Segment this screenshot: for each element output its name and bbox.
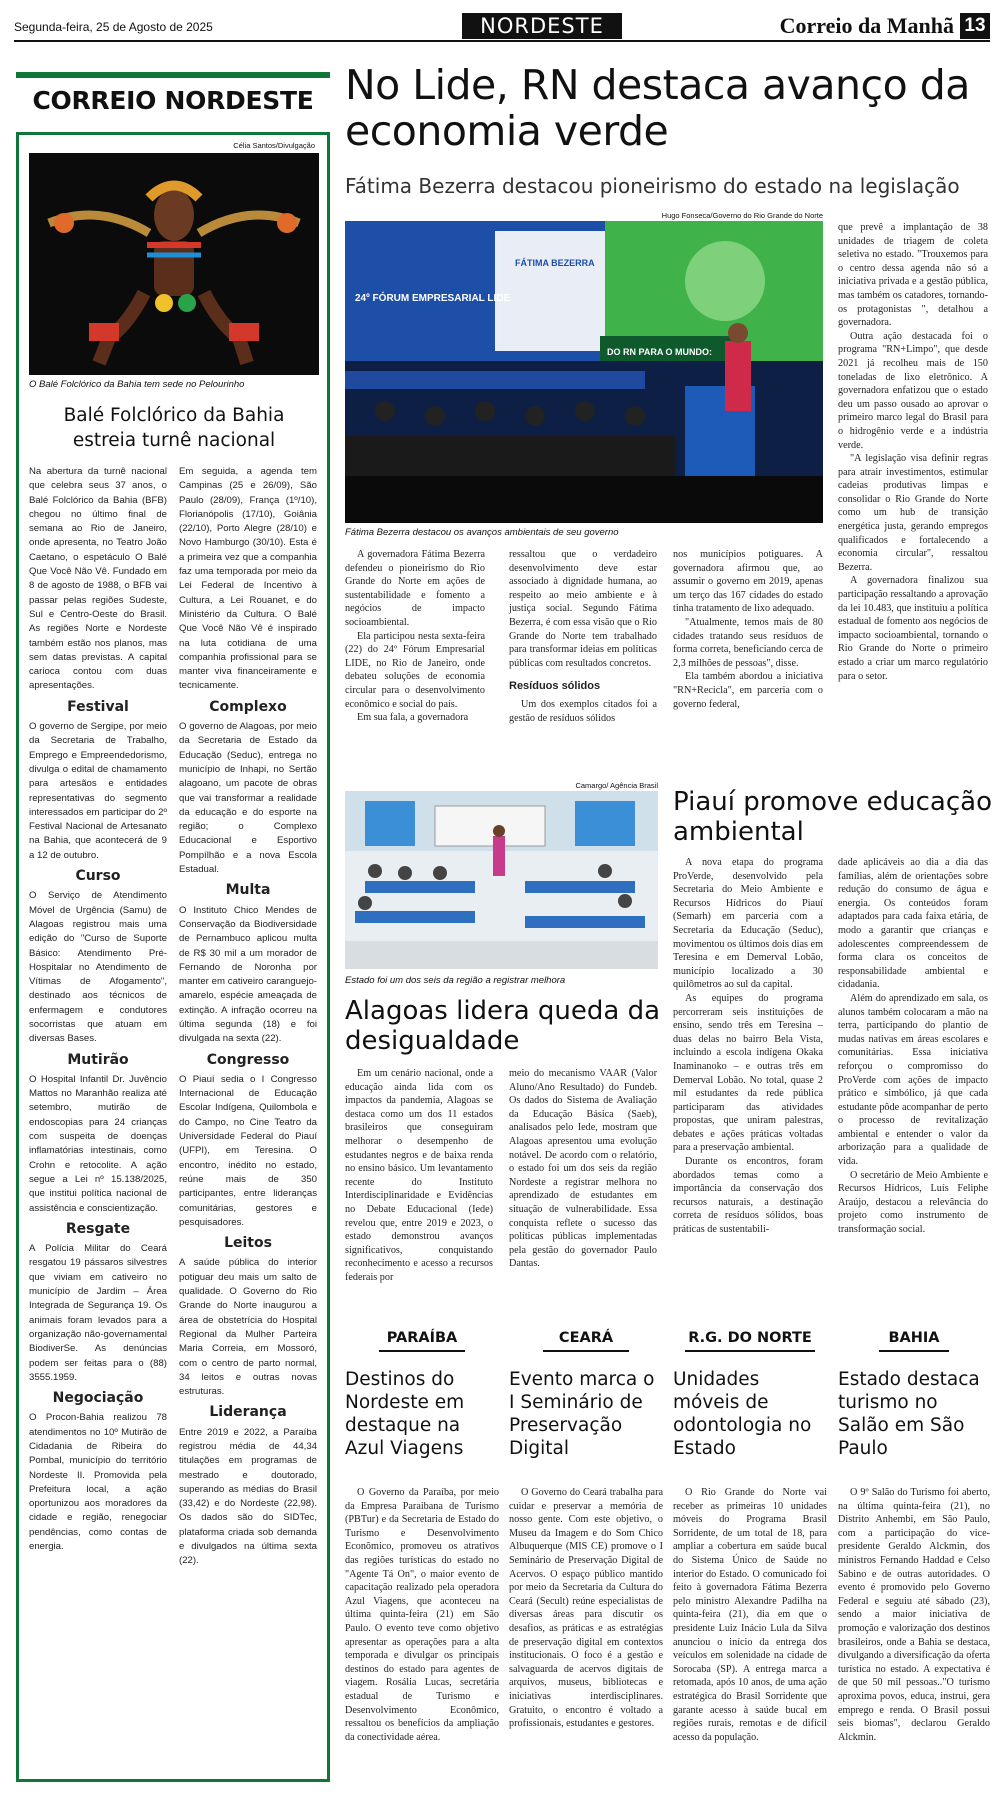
article-paragraph: Em sua fala, a governadora bbox=[357, 712, 469, 724]
brief-text: O Hospital Infantil Dr. Juvêncio Mattos no Maranhão realiza até setembro, mutirão de endoscopias para 24 crianças com suspeita de doenças inflamatórias intestinais, como Crohn e retocolite. A ação segue a Lei nº 15.138/2025, que institui política nacional de assistência e conscientização. bbox=[29, 1073, 167, 1214]
brief-heading: Leitos bbox=[224, 1235, 272, 1252]
photo-caption: O Balé Folclórico da Bahia tem sede no Pelourinho bbox=[29, 379, 245, 390]
brief-text: Entre 2019 e 2022, a Paraíba registrou média de 44,34 titulações em programas de mestrado e doutorado, superando as médias do Brasil (33,42) e do Nordeste (22,98). Os dados são do SIDTec, plataforma criada sob demanda e divulgados na última sexta (22). bbox=[179, 1426, 317, 1567]
brief-heading: Multa bbox=[225, 882, 271, 899]
brief-heading: Congresso bbox=[206, 1051, 290, 1068]
photo-caption: Estado foi um dos seis da região a registrar melhora bbox=[345, 975, 566, 986]
brief-text: O Rio Grande do Norte vai receber as primeiras 10 unidades móveis do Programa Brasil Sorridente, de um total de 18, para ampliar a cobertura em saúde bucal do Sistema Único de Saúde no interior do Estado. O comunicado foi feito à governadora Fátima Bezerra pelo ministro Alexandre Padilha na quinta-feira (21), dia em que o presidente Luiz Inácio Lula da Silva anunciou o início da entrega dos veículos em solenidade na cidade de Sorocaba (SP). A entrega marca a retomada, após 10 anos, de uma ação estratégica do Brasil Sorridente que garante acesso à saúde bucal em regiões rurais, remotas e de difícil acesso da população. bbox=[673, 1487, 827, 1743]
state-label: BAHIA bbox=[879, 1330, 949, 1352]
photo-credit: Camargo/ Agência Brasil bbox=[575, 781, 658, 790]
alagoas-headline: Alagoas lidera queda da desigualdade bbox=[345, 996, 661, 1056]
article-column bbox=[838, 221, 988, 683]
brief-heading: Mutirão bbox=[67, 1051, 129, 1068]
brief-heading: Resgate bbox=[65, 1220, 131, 1237]
intro-text: Na abertura da turnê nacional que celebra seus 37 anos, o Balé Folclórico da Bahia (BFB) chegou no último final de semana ao Rio de Janeiro, onde apresenta, no Teatro João Caetano, o espetáculo O Balé Que Você Não Vê. Fundado em 8 de agosto de 1988, o BFB vai passar pelas regiões Sudeste, Sul e Centro-Oeste do Brasil. As regiões Norte e Nordeste também estão nos planos, mas sem datas previstas. A capital carioca contou com duas apresentações. bbox=[29, 466, 167, 692]
article-paragraph: As equipes do programa percorreram seis instituições de ensino, sendo três em Teresina – duas delas no bairro Bela Vista, incluindo a escola indígena Okaka Inaminanoko – e outras três em Demerval Lobão. No total, quase 2 mil estudantes da rede pública participaram das atividades propostas, que uniram palestras, debates e ações práticas voltadas para a preservação ambiental. bbox=[673, 992, 823, 1154]
article-paragraph: O secretário de Meio Ambiente e Recursos Hídricos, Luís Feliphe Araújo, destacou a relevância do projeto como instrumento de transformação social. bbox=[838, 1169, 988, 1236]
newspaper-logo: Correio da Manhã bbox=[779, 13, 954, 38]
brief-heading: Negociação bbox=[52, 1390, 144, 1407]
article-paragraph: ressaltou que o verdadeiro desenvolvimento deve estar associado à dignidade humana, ao respeito ao meio ambiente e à justiça social. Segundo Fátima Bezerra, é com essa visão que o Rio Grande do Norte tem trabalhado para transformar ideias em políticas públicas com resultados concretos. bbox=[509, 549, 657, 669]
brief-text: O 9º Salão do Turismo foi aberto, na última quinta-feira (21), no Distrito Anhembi, em São Paulo, com a participação do vice-presidente Geraldo Alckmin, dos ministros Fernando Haddad e Celso Sabino e de outras autoridades. O evento é promovido pelo Governo Federal e seguiu até sábado (23), sendo a maior iniciativa de promoção e valorização dos destinos brasileiros, onde a Bahia se destaca, divulgando a diversificação da oferta turística no estado. A expectativa é de que 50 mil pessoas.."O turismo aproxima povos, educa, instrui, gera emprego e renda. O Brasil possui seis biomas", declarou Geraldo Alckmin. bbox=[838, 1487, 990, 1743]
article-paragraph: dade aplicáveis ao dia a dia das famílias, além de orientações sobre redução do consumo de água e energia. Os conteúdos foram adaptados para cada faixa etária, de modo a garantir que crianças e adolescentes compreendessem de forma clara os conceitos de responsabilidade ambiental e cidadania. bbox=[838, 857, 988, 991]
article-paragraph: Outra ação destacada foi o programa "RN+Limpo", que desde 2021 já recolheu mais de 150 toneladas de lixo eletrônico. A governadora enfatizou que o estado deu um passo ousado ao aprovar o primeiro marco legal do Brasil para o hidrogênio verde e a indústria verde. bbox=[838, 330, 988, 451]
sidebar-column-2 bbox=[179, 465, 317, 1573]
article-column bbox=[345, 1067, 493, 1285]
article-paragraph: "A legislação visa definir regras para atrair investimentos, estimular cadeias produtivas limpas e consolidar o Rio Grande do Norte como um hub de transição energética justa, gerando empregos qualificados e fortalecendo a economia circular", ressaltou Bezerra. bbox=[838, 453, 988, 573]
brief-headline: Destinos do Nordeste em destaque na Azul Viagens bbox=[345, 1369, 465, 1459]
brief-headline: Evento marca o I Seminário de Preservação Digital bbox=[509, 1369, 655, 1459]
article-paragraph: nos municípios potiguares. A governadora afirmou que, ao assumir o governo em 2019, apenas um terço das 167 cidades do estado tinha tratamento de lixo adequado. bbox=[673, 549, 823, 615]
article-paragraph: Ela participou nesta sexta-feira (22) do 24º Fórum Empresarial LIDE, no Rio de Janeiro, onde debateu soluções de economia circular para o desenvolvimento econômico e social do país. bbox=[345, 630, 485, 710]
sidebar-title: CORREIO NORDESTE bbox=[32, 86, 314, 115]
article-paragraph: Além do aprendizado em sala, os alunos também colocaram a mão na terra, participando do plantio de mudas nativas em áreas escolares e comunitárias. Essa iniciativa reforçou o compromisso do ProVerde com ações de impacto prático e simbólico, já que cada estudante pôde acompanhar de perto o processo de revitalização ambiental e entender o valor da arborização para a qualidade de vida. bbox=[838, 992, 988, 1168]
page-header bbox=[14, 10, 990, 42]
brief-text: O Governo da Paraíba, por meio da Empresa Paraibana de Turismo (PBTur) e da Secretaria de Estado do Turismo e Desenvolvimento Econômico, promoveu os atrativos das regiões turísticas do estado no "Agente Tá On", o maior evento de capacitação realizado pela operadora Azul Viagens, que aconteceu na última quinta-feira (21) em São Paulo. O evento teve como objetivo apresentar as operações para a alta temporada e divulgar os principais destinos do estado para agentes de viagem. Rosália Lucas, secretária estadual de Turismo e Desenvolvimento Econômico, ressaltou os benefícios da ampliação da conectividade aérea. bbox=[345, 1487, 499, 1743]
article-paragraph: A nova etapa do programa ProVerde, desenvolvido pela Secretaria do Meio Ambiente e Recursos Hídricos do Piauí (Semarh) em parceria com a Secretaria da Educação (Seduc), movimentou os últimos dois dias em Teresina e em Demerval Lobão, município localizado a 30 quilômetros ao sul da capital. bbox=[673, 857, 823, 991]
brief-heading: Complexo bbox=[209, 698, 287, 715]
brief-text: O Serviço de Atendimento Móvel de Urgência (Samu) de Alagoas registrou mais uma edição do "Curso de Suporte Básico: Atendimento Pré-Hospitalar no Atendimento de Vítimas de Afogamento", destinado aos técnicos de enfermagem e condutores socorristas que atuam em diversas Bases. bbox=[29, 890, 167, 1045]
brief-text: A saúde pública do interior potiguar deu mais um salto de qualidade. O Governo do Rio Grande do Norte inaugurou a área de obstetrícia do Hospital Regional da Mulher Parteira Maria Correia, em Mossoró, com o centro de parto normal, 34 leitos e outras novas estruturas. bbox=[179, 1257, 317, 1398]
brief-heading: Liderança bbox=[209, 1404, 287, 1421]
photo-caption: Fátima Bezerra destacou os avanços ambientais de seu governo bbox=[345, 527, 619, 538]
stage-banner: 24º FÓRUM EMPRESARIAL LIDE bbox=[355, 293, 511, 304]
article-paragraph: "Atualmente, temos mais de 80 cidades tratando seus resíduos de forma correta, beneficiando cerca de 2,3 milhões de pessoas", disse. bbox=[673, 616, 823, 669]
brief-text: O Instituto Chico Mendes de Conservação da Biodiversidade de Pernambuco aplicou multa de R$ 30 mil a um morador de Fernando de Noronha por manter em cativeiro caranguejo-amarelo, espécie ameaçada de extinção. A infração ocorreu na última segunda (18) e foi divulgada na sexta (22). bbox=[179, 904, 317, 1045]
sidebar-column-1 bbox=[29, 465, 167, 1558]
brief-heading: Festival bbox=[67, 698, 129, 715]
article-paragraph: meio do mecanismo VAAR (Valor Aluno/Ano Resultado) do Fundeb. Os dados do Sistema de Avaliação da Educação Básica (Saeb), analisados pelo Iede, mostram que Alagoas apresentou uma evolução notável. De acordo com o relatório, o estado foi um dos seis da região Nordeste a registrar melhora no aprendizado de estudantes em situação de vulnerabilidade. Essa conquista reflete o sucesso das políticas públicas implementadas pela gestão do governador Paulo Dantas. bbox=[509, 1068, 657, 1270]
article-paragraph: que prevê a implantação de 38 unidades de triagem de coleta seletiva no estado. "Trouxemos para o centro dessa agenda não só a iniciativa privada e a gestão pública, mas também os catadores, tornando-os protagonistas ", detalhou a governadora. bbox=[838, 222, 988, 329]
article-column bbox=[509, 548, 657, 725]
brief-text: O governo de Alagoas, por meio da Secretaria de Estado da Educação (Seduc), entrega no município de Inhapi, no Sertão alagoano, um pacote de obras que vai transformar a realidade da educação e do esporte na região; o Complexo Educacional e Esportivo Pompílhão e a nova Escola Estadual. bbox=[179, 721, 317, 876]
page-number: 13 bbox=[960, 13, 990, 39]
intro-text: Em seguida, a agenda tem Campinas (25 e 26/09), São Paulo (28/09), França (1º/10), Florianópolis (17/10), Goiânia (22/10), Porto Alegre (28/10) e Novo Hamburgo (30/10). Esta é a primeira vez que a companhia faz uma temporada por meio da Lei Federal de Incentivo à Cultura, a Lei Rouanet, e do Ministério da Cultura. O Balé Que Você Não Vê é inspirado na luta cotidiana de uma companhia profissional para se manter viva financeiramente e tecnicamente. bbox=[179, 466, 317, 692]
article-column bbox=[838, 856, 988, 1237]
forum-photo bbox=[345, 221, 823, 523]
main-subheadline: Fátima Bezerra destacou pioneirismo do estado na legislação bbox=[345, 174, 960, 198]
photo-credit: Hugo Fonseca/Governo do Rio Grande do Norte bbox=[661, 211, 823, 220]
main-headline: No Lide, RN destaca avanço da economia verde bbox=[345, 61, 970, 155]
classroom-photo bbox=[345, 791, 658, 969]
article-subheading: Resíduos sólidos bbox=[509, 680, 601, 693]
brief-text: O Procon-Bahia realizou 78 atendimentos no 10º Mutirão de Cidadania de Ribeira do Pombal, município do território Nordeste II. Promovida pela Prefeitura local, a ação oportunizou aos moradores da cidade e região, renegociar pendências, como contas de energia. bbox=[29, 1412, 167, 1553]
article-column bbox=[509, 1067, 657, 1271]
article-paragraph: Um dos exemplos citados foi a gestão de resíduos sólidos bbox=[509, 698, 657, 724]
photo-credit: Célia Santos/Divulgação bbox=[233, 141, 315, 150]
brief-headline: Estado destaca turismo no Salão em São Paulo bbox=[838, 1369, 980, 1459]
state-label: PARAÍBA bbox=[379, 1330, 465, 1352]
brief-text: A Polícia Militar do Ceará resgatou 19 pássaros silvestres que viviam em cativeiro no município de Jardim – Área Integrada de Segurança 19. Os animais foram levados para a organização não-governamental BiodiverSe. As denúncias podem ser feitas para o (88) 3555.1959. bbox=[29, 1243, 167, 1383]
dancer-photo bbox=[29, 153, 319, 375]
regional-brief bbox=[673, 1330, 827, 1744]
regional-brief bbox=[838, 1330, 990, 1744]
article-paragraph: Ela também abordou a iniciativa "RN+Recicla", em parceria com o governo federal, bbox=[673, 671, 823, 710]
regional-brief bbox=[345, 1330, 499, 1744]
piaui-headline: Piauí promove educação ambiental bbox=[673, 787, 992, 847]
brief-text: O Governo do Ceará trabalha para cuidar e preservar a memória de nosso gente. Com este objetivo, o Museu da Imagem e do Som Chico Albuquerque (MIS CE) promove o I Seminário de Preservação Digital de Acervos. O espaço público mantido por meio da Secretaria da Cultura do Ceará (Secult) reúne especialistas de diversas áreas para discutir os desafios, as práticas e as estratégias de preservação digital em contextos institucionais. O foco é a gestão e salvaguarda de acervos digitais de arquivos, museus, bibliotecas e iniciativas interdisciplinares. Gratuito, o encontro é voltado a profissionais, estudantes e gestores. bbox=[509, 1487, 663, 1730]
state-label: CEARÁ bbox=[543, 1330, 629, 1352]
regional-brief bbox=[509, 1330, 663, 1731]
article-paragraph: A governadora finalizou sua participação ressaltando a aprovação da lei 10.483, que instituiu a política estadual de fomento aos negócios de impacto socioambiental, tornando o Rio Grande do Norte o primeiro estado a criar um marco regulatório para o setor. bbox=[838, 575, 988, 682]
brief-text: O governo de Sergipe, por meio da Secretaria de Trabalho, Emprego e Empreendedorismo, divulga o edital de chamamento para artesãos e entidades representativas do segmento interessados em participar do 2º Festival Nacional de Artesanato na Bahia, que acontecerá de 9 a 12 de outubro. bbox=[29, 721, 167, 861]
article-paragraph: Em um cenário nacional, onde a educação ainda lida com os impactos da pandemia, Alagoas se destaca como um dos 11 estados brasileiros que conseguiram melhorar o desempenho de estudantes negros e de baixa renda no ensino básico. Um levantamento recente do Instituto Interdisciplinaridade e Evidências no Debate Educacional (Iede) revelou que, entre 2019 e 2023, o estado demonstrou avanços significativos, conquistando reconhecimento e acesso a recursos federais por bbox=[345, 1068, 493, 1283]
issue-date: Segunda-feira, 25 de Agosto de 2025 bbox=[14, 20, 213, 34]
article-column bbox=[345, 548, 485, 725]
sidebar-box bbox=[16, 132, 330, 1782]
sidebar-accent-bar bbox=[16, 72, 330, 78]
sidebar-headline: Balé Folclórico da Bahia estreia turnê nacional bbox=[63, 405, 285, 451]
brief-text: O Piauí sedia o I Congresso Internacional de Educação Escolar Indígena, Quilombola e do Campo, no Cine Teatro da Universidade Federal do Piauí (UFPI), em Teresina. O encontro, inédito no estado, reúne mais de 350 participantes, entre lideranças comunitárias, gestores e pesquisadores. bbox=[179, 1073, 317, 1228]
article-column bbox=[673, 548, 823, 711]
article-paragraph: A governadora Fátima Bezerra defendeu o pioneirismo do Rio Grande do Norte em ações de sustentabilidade e fomento a negócios de impacto socioambiental. bbox=[345, 549, 485, 628]
article-column bbox=[673, 856, 823, 1237]
brief-headline: Unidades móveis de odontologia no Estado bbox=[673, 1369, 812, 1459]
state-label: R.G. DO NORTE bbox=[685, 1330, 815, 1352]
article-paragraph: Durante os encontros, foram abordados temas como a importância da conservação dos recursos naturais, a destinação correta de resíduos sólidos, boas práticas de sustentabili- bbox=[673, 1156, 823, 1236]
screen-speaker-name: FÁTIMA BEZERRA bbox=[515, 258, 595, 268]
section-tag: NORDESTE bbox=[462, 13, 622, 39]
brief-heading: Curso bbox=[75, 868, 121, 885]
screen-slogan: DO RN PARA O MUNDO: bbox=[607, 347, 712, 357]
